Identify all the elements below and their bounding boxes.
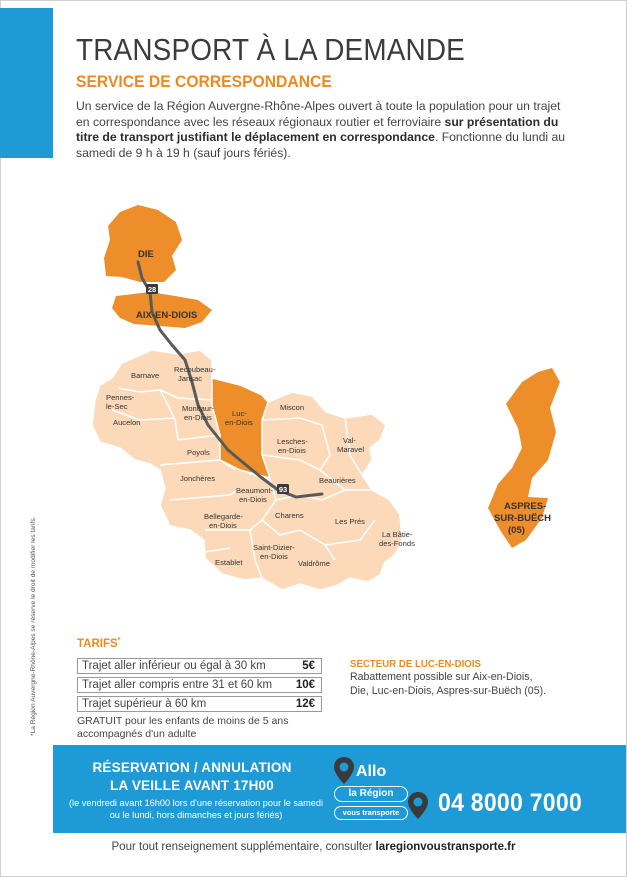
label-recoubeau-1: Recoubeau- xyxy=(174,365,216,374)
label-miscon: Miscon xyxy=(280,403,305,412)
label-luc-2: en-Diois xyxy=(225,418,253,427)
tarifs-heading xyxy=(77,637,120,650)
label-aspres-2: SUR-BUËCH xyxy=(494,513,551,524)
die-area xyxy=(104,205,182,282)
tarif-label: Trajet supérieur à 60 km xyxy=(82,698,207,710)
label-val-1: Val- xyxy=(343,436,356,445)
reservation-note: (le vendredi avant 16h00 lors d'une réservation pour le samedi ou le lundi, hors dimanches et jours fériés) xyxy=(68,798,324,820)
page-subtitle: SERVICE DE CORRESPONDANCE xyxy=(76,73,332,91)
reservation-deadline: LA VEILLE AVANT 17H00 xyxy=(110,778,274,793)
page-title: TRANSPORT À LA DEMANDE xyxy=(76,32,465,67)
sector-text: Rabattement possible sur Aix-en-Diois, Die, Luc-en-Diois, Aspres-sur-Buëch (05). xyxy=(350,671,547,697)
website-link[interactable]: laregionvoustransporte.fr xyxy=(375,841,516,853)
label-lesches-2: en-Diois xyxy=(278,446,306,455)
footer-label: Pour tout renseignement supplémentaire, consulter xyxy=(111,841,376,853)
tarif-label: Trajet aller compris entre 31 et 60 km xyxy=(82,679,273,691)
svg-text:28: 28 xyxy=(147,285,157,294)
footer-text xyxy=(0,841,627,853)
logo-region: la Région xyxy=(334,786,408,802)
label-barnave: Barnave xyxy=(131,371,160,380)
label-saint-dizier-2: en-Diois xyxy=(260,552,288,561)
label-beaumont-1: Beaumont- xyxy=(236,486,274,495)
sector-heading: SECTEUR DE LUC-EN-DIOIS xyxy=(350,658,481,670)
label-pennes-2: le-Sec xyxy=(106,402,128,411)
reservation-title: RÉSERVATION / ANNULATION xyxy=(92,760,292,775)
tarif-label: Trajet aller inférieur ou égal à 30 km xyxy=(82,660,266,672)
label-beaumont-2: en-Diois xyxy=(239,495,267,504)
label-bellegarde-2: en-Diois xyxy=(209,521,237,530)
label-charens: Charens xyxy=(275,511,304,520)
tarif-row xyxy=(77,658,322,674)
label-aix-en-diois: AIX-EN-DIOIS xyxy=(136,310,198,321)
label-die: DIE xyxy=(138,249,154,260)
label-les-pres: Les Prés xyxy=(335,517,365,526)
location-pin-icon xyxy=(406,791,430,821)
label-bellegarde-1: Bellegarde- xyxy=(204,512,243,521)
intro-text: Un service de la Région Auvergne-Rhône-Alpes ouvert à toute la population pour un trajet en correspondance avec les réseaux régionaux routier et ferroviaire xyxy=(76,99,561,129)
phone-number[interactable]: 04 8000 7000 xyxy=(438,789,583,817)
tarif-price: 5€ xyxy=(302,660,315,672)
label-aucelon: Aucelon xyxy=(113,418,141,427)
label-lesches-1: Lesches- xyxy=(277,437,308,446)
label-saint-dizier-1: Saint-Dizier- xyxy=(253,543,295,552)
free-note: GRATUIT pour les enfants de moins de 5 ans accompagnés d'un adulte xyxy=(77,715,289,740)
label-batie-1: La Bâtie- xyxy=(382,530,413,539)
svg-text:93: 93 xyxy=(278,485,288,494)
tarif-price: 12€ xyxy=(295,698,315,710)
tariff-disclaimer: *La Région Auvergne-Rhône-Alpes se réserve le droit de modifier les tarifs. xyxy=(30,516,37,736)
tarifs-asterisk: * xyxy=(117,637,121,644)
tarif-row xyxy=(77,696,322,712)
label-pennes-1: Pennes- xyxy=(106,393,135,402)
label-luc-1: Luc- xyxy=(232,409,247,418)
logo-subtitle: vous transporte xyxy=(334,806,408,820)
logo-allo: Allo xyxy=(356,763,387,780)
label-jonchers: Jonchères xyxy=(180,474,216,483)
route-28-badge xyxy=(146,284,158,294)
tarif-row xyxy=(77,677,322,693)
route-93-badge xyxy=(277,484,289,494)
label-establet: Establet xyxy=(215,558,243,567)
label-recoubeau-2: Jansac xyxy=(178,374,203,383)
intro-bold-text: sur présentation du titre de transport justifiant le déplacement en correspondance xyxy=(76,114,559,145)
intro-end-text: . Fonctionne du lundi au samedi de 9 h à 19 h (sauf jours fériés). xyxy=(76,130,566,160)
location-pin-icon xyxy=(332,756,356,786)
label-batie-2: des-Fonds xyxy=(379,539,415,548)
label-val-2: Maravel xyxy=(337,445,365,454)
label-beaurieres: Beaurières xyxy=(319,476,356,485)
label-valdrome: Valdrôme xyxy=(298,559,330,568)
label-montlaur-1: Montlaur- xyxy=(182,404,215,413)
tarifs-heading-text: TARIFS xyxy=(77,637,118,650)
label-poyols: Poyols xyxy=(187,448,210,457)
label-aspres-3: (05) xyxy=(508,525,525,536)
label-montlaur-2: en-Diois xyxy=(184,413,212,422)
label-aspres-1: ASPRES- xyxy=(504,501,547,512)
tarif-price: 10€ xyxy=(295,679,315,691)
